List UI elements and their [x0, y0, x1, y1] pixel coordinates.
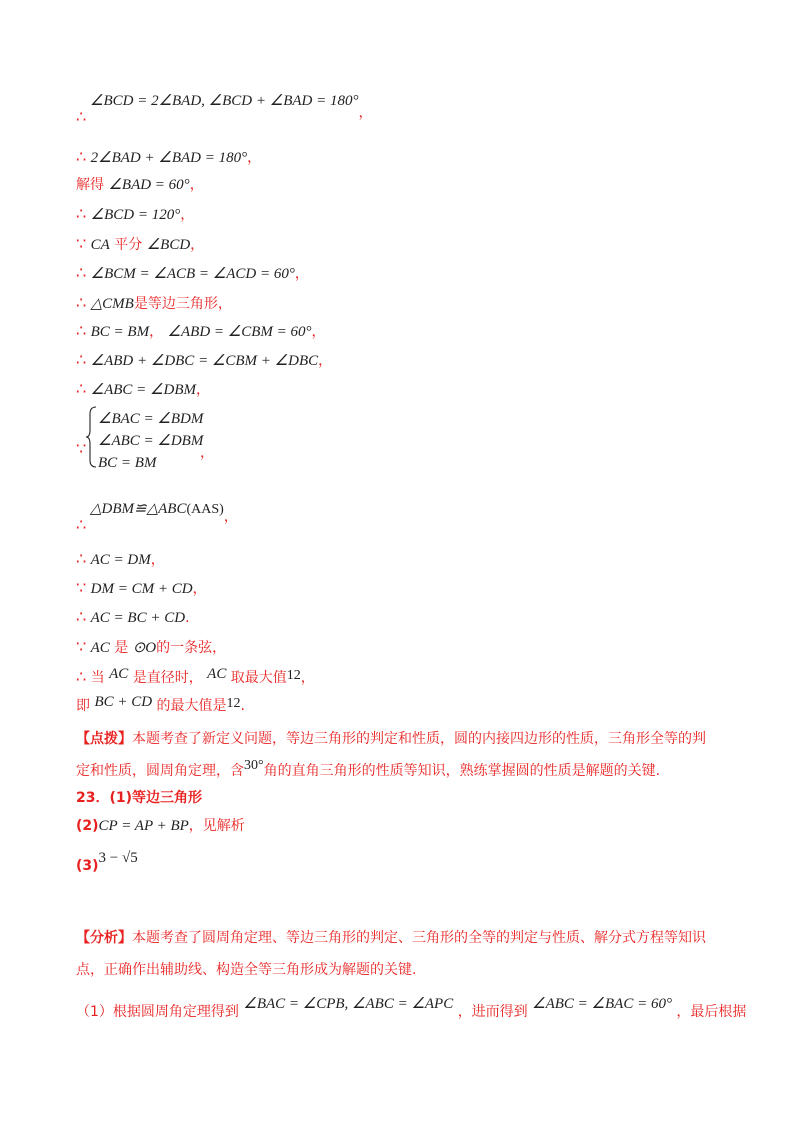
comment-paragraph: [76, 723, 720, 788]
comment-line-1: [76, 723, 720, 755]
math-expression: ∠BCD: [146, 237, 191, 253]
comment-text: 角的直角三角形的性质等知识，熟练掌握圆的性质是解题的关键.: [263, 763, 661, 779]
therefore-symbol: ∴: [76, 107, 87, 126]
text-max: 取最大值: [230, 670, 287, 686]
therefore-symbol: ∴: [76, 379, 87, 398]
therefore-symbol: ∴: [76, 350, 87, 369]
therefore-symbol: ∴: [76, 667, 87, 686]
math-expression: ∠BCD = 2∠BAD, ∠BCD + ∠BAD = 180°: [90, 93, 359, 109]
therefore-symbol: ∴: [76, 293, 87, 312]
text-when: 当: [90, 670, 105, 686]
math-expression: ∠ABC = ∠DBM: [90, 382, 196, 398]
proof-line-4: [76, 205, 194, 224]
math-expression: AC = DM: [90, 552, 151, 568]
proof-line-9: [76, 351, 332, 370]
math-expression: △CMB: [90, 296, 134, 312]
number-value: 12: [226, 696, 241, 711]
angle-value: 30°: [244, 758, 264, 773]
math-expression: CA: [90, 237, 110, 253]
proof-line-10: [76, 380, 210, 399]
punctuation: ，: [200, 445, 214, 461]
proof-line-14: [76, 608, 190, 627]
therefore-symbol: ∴: [76, 321, 87, 340]
math-expression: ∠BAC = ∠CPB, ∠ABC = ∠APC: [243, 996, 454, 1012]
proof-line-12: [76, 550, 165, 569]
text-is: 是: [114, 640, 129, 656]
math-expression: △DBM≌△ABC: [90, 501, 187, 517]
math-expression: AC: [207, 666, 227, 682]
analysis-line-1: [76, 922, 720, 954]
therefore-symbol: ∴: [76, 515, 87, 534]
math-expression: ∠ABC = ∠BAC = 60°: [532, 996, 672, 1012]
system-line-3: BC = BM: [98, 455, 157, 471]
analysis-text: ，进而得到: [457, 1004, 528, 1020]
proof-line-11: [76, 500, 238, 525]
proof-line-7: [76, 294, 232, 313]
punctuation: ，: [311, 324, 326, 340]
analysis-tag: 【分析】: [76, 930, 132, 946]
therefore-symbol: ∴: [76, 549, 87, 568]
q23-part-2: [76, 817, 245, 835]
see-solution-text: ，见解析: [188, 818, 245, 834]
proof-line-3: [76, 176, 204, 194]
comment-text: 定和性质，圆周角定理，含: [76, 763, 244, 779]
because-symbol: ∵: [76, 439, 87, 458]
math-expression: ∠BCM = ∠ACB = ∠ACD = 60°: [90, 266, 295, 282]
proof-line-1: [76, 92, 373, 121]
aas-label: (AAS): [186, 502, 224, 517]
punctuation: ，: [300, 670, 315, 686]
system-line-2: ∠ABC = ∠DBM: [98, 433, 204, 449]
part-label: (2): [76, 818, 99, 834]
math-expression: 2∠BAD + ∠BAD = 180°: [90, 150, 248, 166]
proof-line-5: [76, 235, 204, 254]
analysis-step-1: [76, 995, 747, 1020]
punctuation: ，: [190, 237, 205, 253]
math-expression: BC = BM: [90, 324, 150, 340]
math-expression: BC + CD: [94, 694, 153, 710]
punctuation: .: [185, 610, 190, 626]
because-symbol: ∵: [76, 578, 87, 597]
punctuation: ，: [189, 177, 204, 193]
comment-text: 本题考查了新定义问题，等边三角形的判定和性质，圆的内接四边形的性质，三角形全等的判: [132, 731, 706, 747]
math-expression: AC: [90, 640, 110, 656]
therefore-symbol: ∴: [76, 607, 87, 626]
math-expression: CP = AP + BP: [98, 818, 189, 834]
text-namely: 即: [76, 698, 90, 714]
because-symbol: ∵: [76, 637, 87, 656]
math-expression: 3 − √5: [98, 850, 138, 866]
math-expression: AC = BC + CD: [90, 610, 186, 626]
proof-line-6: [76, 264, 309, 283]
punctuation: ，: [150, 552, 165, 568]
punctuation: ，: [192, 581, 207, 597]
comment-line-2: [76, 755, 720, 788]
proof-line-2: [76, 148, 261, 167]
because-symbol: ∵: [76, 234, 87, 253]
comment-tag: 【点拨】: [76, 731, 132, 747]
therefore-symbol: ∴: [76, 263, 87, 282]
text-max-value: 的最大值是: [156, 698, 227, 714]
proof-line-15: [76, 638, 226, 657]
text-bisect: 平分: [114, 237, 143, 253]
proof-line-8: [76, 322, 326, 341]
text-equilateral: 是等边三角形，: [133, 296, 232, 312]
analysis-paragraph: [76, 922, 720, 986]
analysis-text: 本题考查了圆周角定理、等边三角形的判定、三角形的全等的判定与性质、解分式方程等知识: [132, 930, 706, 946]
punctuation: ，: [358, 105, 373, 121]
punctuation: ，: [195, 382, 210, 398]
math-expression: ∠BCD = 120°: [90, 207, 181, 223]
math-expression: ∠BAD = 60°: [108, 177, 190, 193]
punctuation: ，: [247, 150, 262, 166]
q23-part-3: [76, 849, 138, 874]
proof-line-17: [76, 694, 245, 716]
punctuation: .: [240, 698, 245, 714]
analysis-line-2: 点，正确作出辅助线、构造全等三角形成为解题的关键.: [76, 962, 417, 978]
circle-o-symbol: ⊙O: [132, 640, 157, 656]
math-expression: ∠ABD + ∠DBC = ∠CBM + ∠DBC: [90, 353, 319, 369]
math-expression: AC: [109, 666, 129, 682]
punctuation: ，: [318, 353, 333, 369]
proof-line-13: [76, 579, 207, 598]
proof-line-16: [76, 668, 315, 688]
equation-system: [98, 408, 203, 474]
therefore-symbol: ∴: [76, 204, 87, 223]
punctuation: ，: [149, 324, 164, 340]
punctuation: ，: [180, 207, 195, 223]
math-expression: ∠ABD = ∠CBM = 60°: [167, 324, 312, 340]
therefore-symbol: ∴: [76, 147, 87, 166]
text-solve: 解得: [76, 177, 104, 193]
punctuation: ，: [294, 266, 309, 282]
text-diameter: 是直径时，: [132, 670, 203, 686]
left-brace-icon: [86, 406, 98, 468]
system-line-1: ∠BAC = ∠BDM: [98, 411, 204, 427]
q23-heading: 23．(1)等边三角形: [76, 790, 203, 806]
part-label: (3): [76, 858, 99, 874]
analysis-text: ，最后根据: [676, 1004, 747, 1020]
punctuation: ，: [223, 509, 238, 525]
number-value: 12: [286, 668, 301, 683]
text-chord: 的一条弦，: [156, 640, 227, 656]
analysis-text: （1）根据圆周角定理得到: [76, 1004, 239, 1020]
math-expression: DM = CM + CD: [90, 581, 193, 597]
